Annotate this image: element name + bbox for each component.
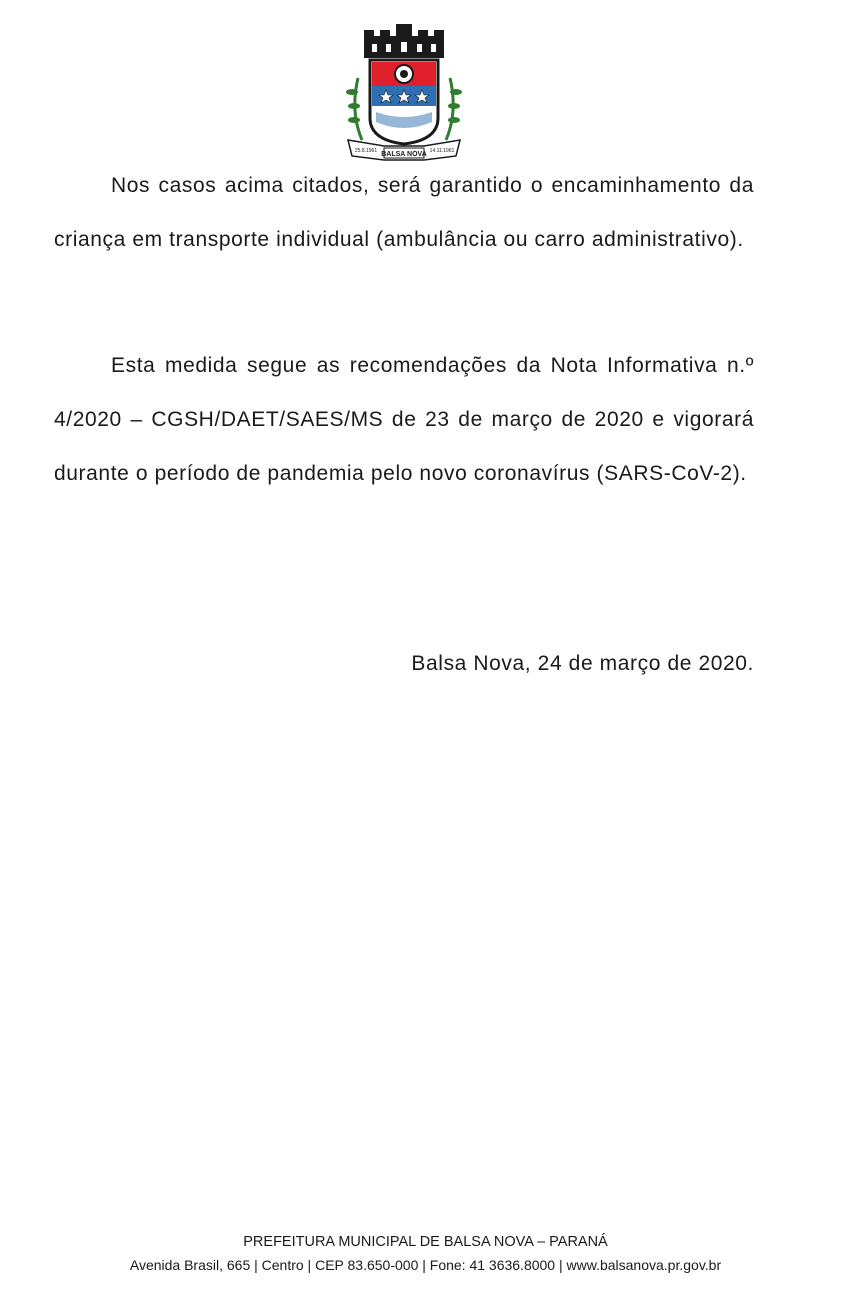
footer-address: Avenida Brasil, 665 | Centro | CEP 83.650-000 | Fone: 41 3636.8000 | www.balsanova.pr.gov.br <box>129 1257 722 1273</box>
paragraph-transport: Nos casos acima citados, será garantido o encaminhamento da criança em transporte individual (ambulância ou carro administrativo). <box>54 174 754 251</box>
place-and-date: Balsa Nova, 24 de março de 2020. <box>411 652 754 675</box>
footer-institution: PREFEITURA MUNICIPAL DE BALSA NOVA – PARANÁ <box>243 1234 608 1250</box>
municipal-coat-of-arms-icon <box>340 22 468 162</box>
crest-right-date: 14.11.1961 <box>429 148 455 154</box>
crest-left-date: 25.8.1961 <box>354 148 378 154</box>
paragraph-recommendations: Esta medida segue as recomendações da Nota Informativa n.º 4/2020 – CGSH/DAET/SAES/MS de 23 de março de 2020 e vigorará durante o período de pandemia pelo novo coronavírus (SARS-CoV-2). <box>54 354 754 485</box>
crest-banner-text: BALSA NOVA <box>381 151 427 158</box>
